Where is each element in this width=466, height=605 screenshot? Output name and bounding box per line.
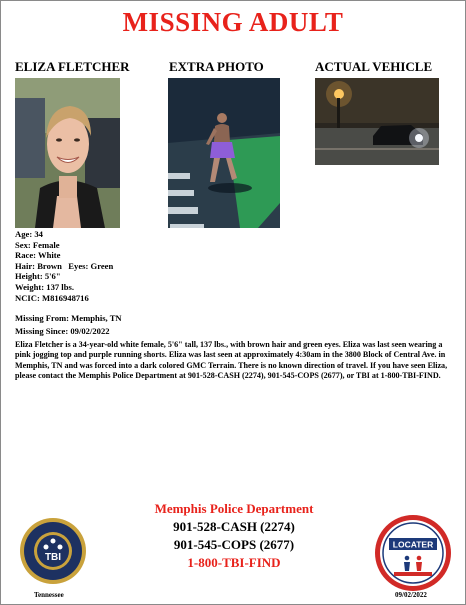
person-name-heading: ELIZA FLETCHER (15, 59, 130, 74)
detail-height: Height: 5'6" (15, 271, 61, 282)
phone-tbi: 1-800-TBI-FIND (187, 555, 281, 570)
footer-state: Tennessee (34, 591, 64, 599)
person-photo (15, 78, 120, 228)
extra-photo-heading: EXTRA PHOTO (169, 59, 264, 74)
detail-race: Race: White (15, 250, 61, 261)
detail-ncic: NCIC: M816948716 (15, 292, 89, 303)
missing-from: Missing From: Memphis, TN (15, 313, 122, 323)
footer-date: 09/02/2022 (395, 591, 427, 599)
detail-hair-eyes: Hair: Brown Eyes: Green (15, 260, 114, 271)
tbi-seal-icon (19, 517, 87, 585)
detail-sex: Sex: Female (15, 239, 60, 250)
contact-block (101, 499, 367, 572)
missing-info (15, 312, 122, 337)
tbi-seal-text: TBI (44, 552, 62, 563)
narrative-text: Eliza Fletcher is a 34-year-old white female, 5'6" tall, 137 lbs., with brown hair and green eyes. Eliza was last seen wearing a pink jogging top and purple running shorts. Eliza was last seen at approximately 4:30am in the 3800 Block of Central Ave. in Memphis, TN and was forced into a dark colored GMC Terrain. There is no known direction of travel. If you have seen Eliza, please contact the Memphis Police Department at 901-528-CASH (2274), 901-545-COPS (2677), or TBI at 1-800-TBI-FIND. (15, 340, 448, 381)
vehicle-heading: ACTUAL VEHICLE (315, 59, 433, 74)
person-details (15, 229, 113, 303)
missing-since: Missing Since: 09/02/2022 (15, 325, 110, 336)
detail-weight: Weight: 137 lbs. (15, 281, 74, 292)
department-name: Memphis Police Department (154, 501, 314, 516)
locater-seal-text: LOCATER (392, 539, 434, 550)
locater-seal-icon (374, 514, 452, 592)
poster-title: MISSING ADULT (122, 7, 344, 37)
phone-cops: 901-545-COPS (2677) (173, 537, 295, 552)
vehicle-photo (315, 78, 439, 165)
detail-age: Age: 34 (15, 229, 43, 239)
extra-photo (168, 78, 280, 228)
phone-cash: 901-528-CASH (2274) (173, 519, 295, 534)
